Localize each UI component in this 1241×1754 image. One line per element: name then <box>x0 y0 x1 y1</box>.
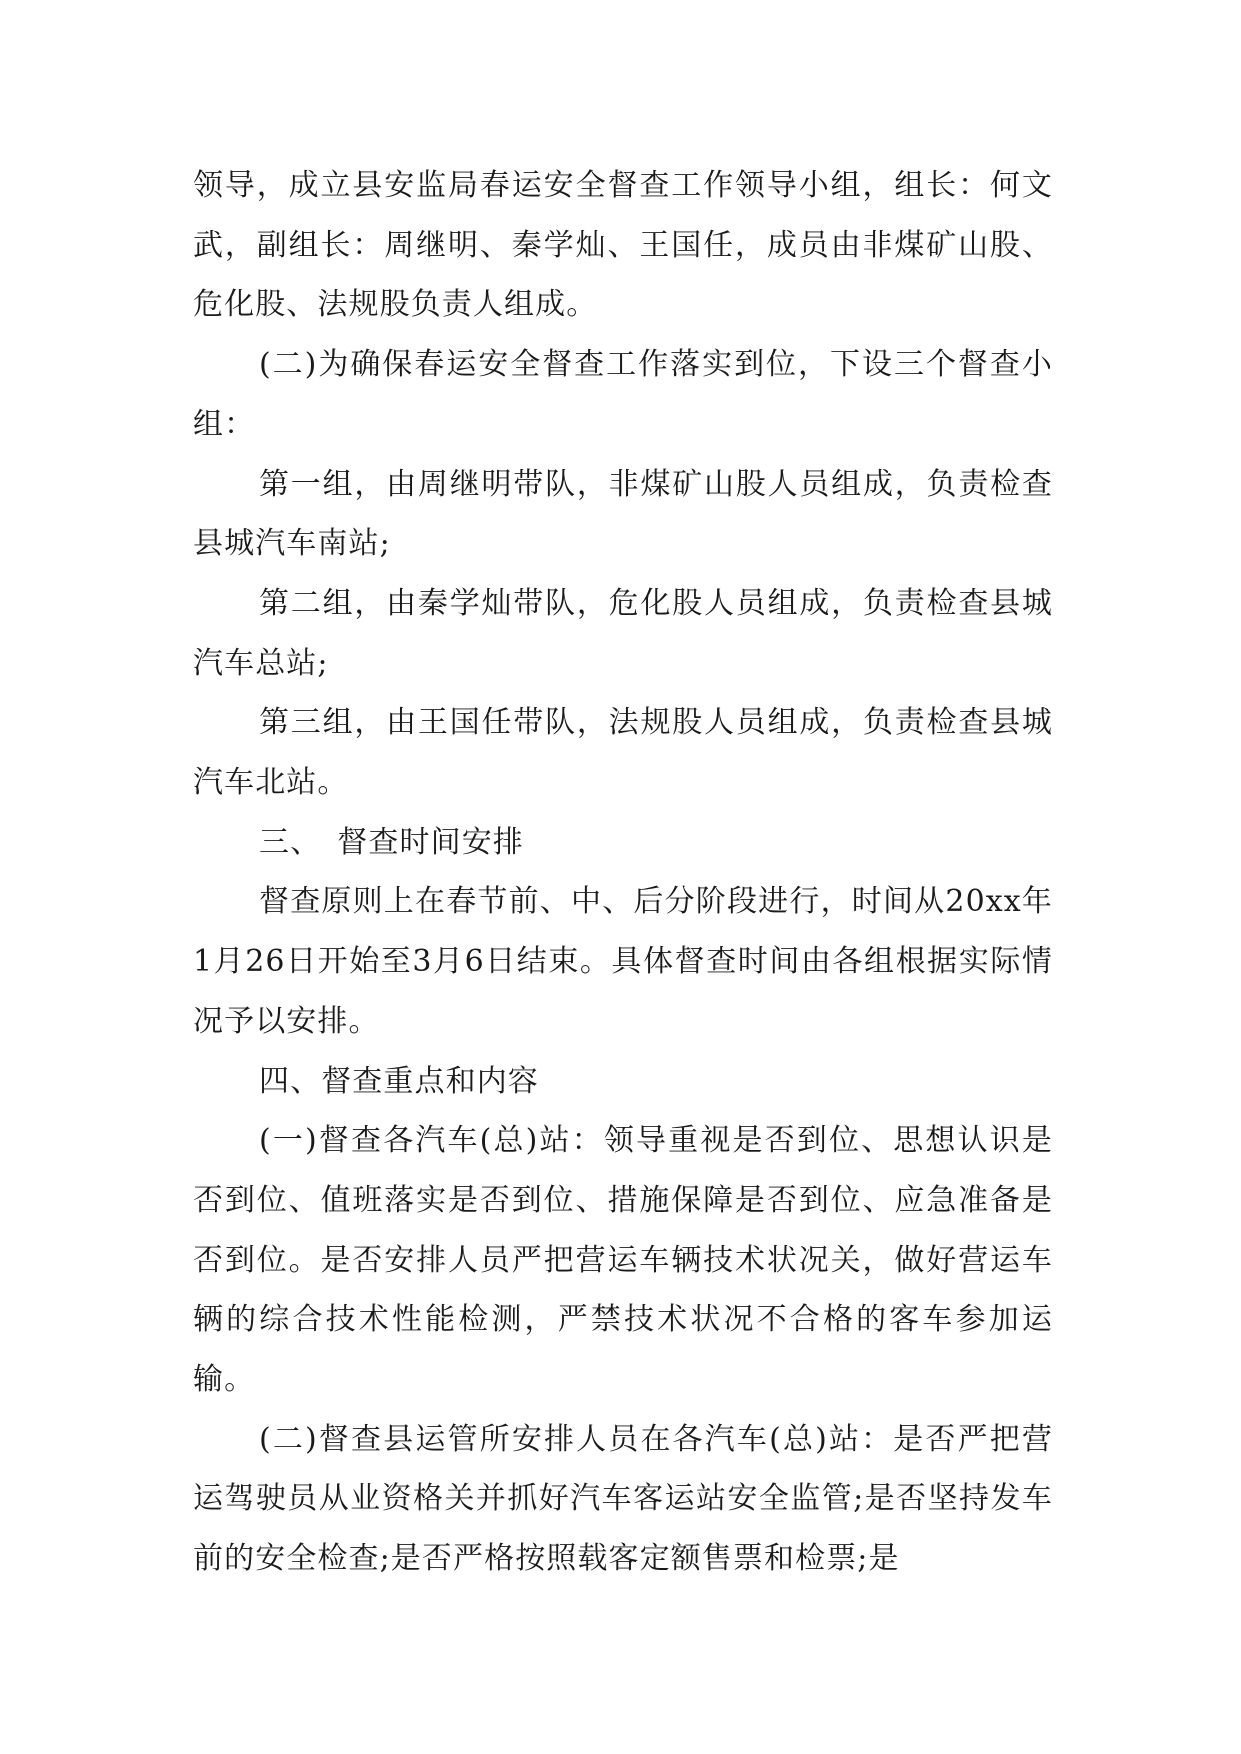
section-heading-focus: 四、督查重点和内容 <box>259 1063 539 1099</box>
paragraph-leadership-group: 领导，成立县安监局春运安全督查工作领导小组，组长：何文武，副组长：周继明、秦学灿、王国任，成员由非煤矿山股、危化股、法规股负责人组成。 <box>193 168 1053 323</box>
paragraph-focus-transport-office: (二)督查县运管所安排人员在各汽车(总)站：是否严把营运驾驶员从业资格关并抓好汽车客运站安全监管;是否坚持发车前的安全检查;是否严格按照载客定额售票和检票;是 <box>193 1421 1053 1577</box>
paragraph-focus-stations: (一)督查各汽车(总)站：领导重视是否到位、思想认识是否到位、值班落实是否到位、措施保障是否到位、应急准备是否到位。是否安排人员严把营运车辆技术状况关，做好营运车辆的综合技术性能检测，严禁技术状况不合格的客车参加运输。 <box>193 1123 1053 1398</box>
paragraph-inspection-groups-intro: (二)为确保春运安全督查工作落实到位，下设三个督查小组： <box>193 347 1053 442</box>
section-heading-schedule: 三、 督查时间安排 <box>259 824 524 860</box>
paragraph-group-three: 第三组，由王国任带队，法规股人员组成，负责检查县城汽车北站。 <box>193 705 1053 801</box>
paragraph-group-one: 第一组，由周继明带队，非煤矿山股人员组成，负责检查县城汽车南站; <box>193 466 1053 562</box>
paragraph-schedule: 督查原则上在春节前、中、后分阶段进行，时间从20xx年1月26日开始至3月6日结束。具体督查时间由各组根据实际情况予以安排。 <box>193 884 1053 1039</box>
paragraph-group-two: 第二组，由秦学灿带队，危化股人员组成，负责检查县城汽车总站; <box>193 585 1053 681</box>
document-body <box>193 156 1053 1589</box>
